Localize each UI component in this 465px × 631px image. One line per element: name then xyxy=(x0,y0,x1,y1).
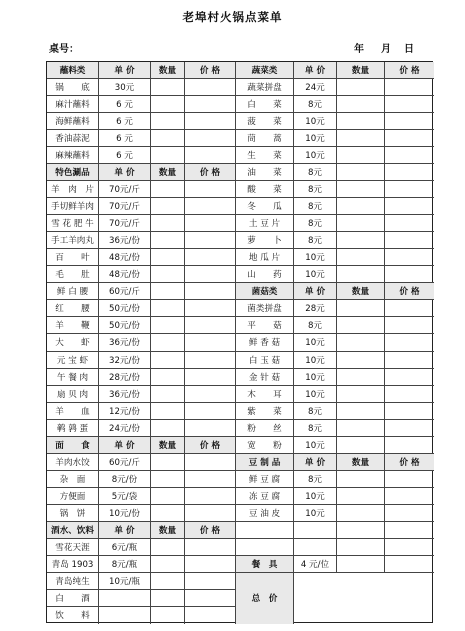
menu-item-name: 茼 蒿 xyxy=(236,130,294,147)
menu-item-name: 羊肉水饺 xyxy=(47,454,99,471)
quantity-field[interactable] xyxy=(151,317,185,334)
amount-field[interactable] xyxy=(385,471,434,488)
menu-item-price: 28元/份 xyxy=(99,369,151,386)
table-number-label: 桌号： xyxy=(49,44,79,55)
left-amount-header: 价 格 xyxy=(185,164,236,181)
menu-item-name: 香油蒜泥 xyxy=(47,130,99,147)
menu-item-name: 雪花天涯 xyxy=(47,539,99,556)
total-amount-field[interactable] xyxy=(294,573,434,624)
amount-field[interactable] xyxy=(385,420,434,437)
amount-field[interactable] xyxy=(385,317,434,334)
quantity-field[interactable] xyxy=(151,232,185,249)
quantity-field[interactable] xyxy=(337,386,385,403)
menu-table xyxy=(46,61,433,623)
left-section-header: 特色涮品 xyxy=(47,164,99,181)
menu-item-name: 麻汁蘸料 xyxy=(47,96,99,113)
amount-field[interactable] xyxy=(185,573,236,590)
menu-item-price: 8元/瓶 xyxy=(99,556,151,573)
amount-field[interactable] xyxy=(385,96,434,113)
menu-item-price xyxy=(99,607,151,624)
tableware-qty-field[interactable] xyxy=(337,556,385,573)
quantity-field[interactable] xyxy=(151,369,185,386)
empty-cell[interactable] xyxy=(385,522,434,539)
left-qty-header: 数量 xyxy=(151,522,185,539)
amount-field[interactable] xyxy=(185,113,236,130)
quantity-field[interactable] xyxy=(151,607,185,624)
amount-field[interactable] xyxy=(185,369,236,386)
amount-field[interactable] xyxy=(185,556,236,573)
tableware-label: 餐 具 xyxy=(236,556,294,573)
menu-item-name: 羊 鞭 xyxy=(47,317,99,334)
menu-item-price: 32元/份 xyxy=(99,352,151,369)
menu-item-price: 10元/瓶 xyxy=(99,573,151,590)
amount-field[interactable] xyxy=(385,79,434,96)
quantity-field[interactable] xyxy=(337,300,385,317)
menu-item-price: 36元/份 xyxy=(99,232,151,249)
quantity-field[interactable] xyxy=(337,96,385,113)
menu-item-name: 海鲜蘸料 xyxy=(47,113,99,130)
amount-field[interactable] xyxy=(385,113,434,130)
menu-item-price: 10元 xyxy=(294,386,337,403)
left-price-header: 单 价 xyxy=(99,437,151,454)
right-price-header: 单 价 xyxy=(294,454,337,471)
right-section-header: 蔬菜类 xyxy=(236,62,294,79)
left-amount-header: 价 格 xyxy=(185,62,236,79)
quantity-field[interactable] xyxy=(337,215,385,232)
right-amount-header: 价 格 xyxy=(385,454,434,471)
amount-field[interactable] xyxy=(385,488,434,505)
left-section-header: 酒水、饮料 xyxy=(47,522,99,539)
menu-item-name: 锅 底 xyxy=(47,79,99,96)
left-amount-header: 价 格 xyxy=(185,522,236,539)
left-qty-header: 数量 xyxy=(151,164,185,181)
menu-item-name: 午 餐 肉 xyxy=(47,369,99,386)
menu-item-price: 24元/份 xyxy=(99,420,151,437)
quantity-field[interactable] xyxy=(151,181,185,198)
quantity-field[interactable] xyxy=(337,352,385,369)
menu-item-price: 10元 xyxy=(294,437,337,454)
menu-item-name: 饮 料 xyxy=(47,607,99,624)
menu-item-name: 鲜 白 腰 xyxy=(47,283,99,300)
amount-field[interactable] xyxy=(385,198,434,215)
menu-item-price: 12元/份 xyxy=(99,403,151,420)
menu-item-price: 8元 xyxy=(294,420,337,437)
quantity-field[interactable] xyxy=(337,79,385,96)
menu-item-price: 70元/斤 xyxy=(99,181,151,198)
amount-field[interactable] xyxy=(385,369,434,386)
menu-item-price: 10元 xyxy=(294,352,337,369)
empty-cell xyxy=(236,539,294,556)
menu-item-price: 8元 xyxy=(294,164,337,181)
menu-item-name: 鹌 鹑 蛋 xyxy=(47,420,99,437)
amount-field[interactable] xyxy=(385,437,434,454)
menu-item-price: 36元/份 xyxy=(99,334,151,351)
menu-item-name: 鲜 豆 腐 xyxy=(236,471,294,488)
amount-field[interactable] xyxy=(185,181,236,198)
date-day-label: 日 xyxy=(404,44,414,55)
menu-item-name: 菌类拼盘 xyxy=(236,300,294,317)
right-price-header: 单 价 xyxy=(294,62,337,79)
menu-item-price: 10元/份 xyxy=(99,505,151,522)
quantity-field[interactable] xyxy=(151,488,185,505)
menu-item-name: 鲜 香 菇 xyxy=(236,334,294,351)
menu-item-name: 白 酒 xyxy=(47,590,99,607)
quantity-field[interactable] xyxy=(151,471,185,488)
empty-cell xyxy=(236,522,294,539)
quantity-field[interactable] xyxy=(151,266,185,283)
menu-item-name: 青岛纯生 xyxy=(47,573,99,590)
menu-item-price: 6 元 xyxy=(99,96,151,113)
menu-item-name: 平 菇 xyxy=(236,317,294,334)
left-qty-header: 数量 xyxy=(151,62,185,79)
quantity-field[interactable] xyxy=(151,79,185,96)
menu-item-name: 大 虾 xyxy=(47,334,99,351)
amount-field[interactable] xyxy=(385,130,434,147)
quantity-field[interactable] xyxy=(151,539,185,556)
menu-item-price: 36元/份 xyxy=(99,386,151,403)
menu-item-name: 冻 豆 腐 xyxy=(236,488,294,505)
menu-item-name: 红 腰 xyxy=(47,300,99,317)
amount-field[interactable] xyxy=(385,334,434,351)
menu-item-price: 6 元 xyxy=(99,130,151,147)
amount-field[interactable] xyxy=(185,471,236,488)
menu-item-price: 6 元 xyxy=(99,113,151,130)
left-qty-header: 数量 xyxy=(151,437,185,454)
menu-item-price: 50元/份 xyxy=(99,317,151,334)
menu-item-name: 宽 粉 xyxy=(236,437,294,454)
amount-field[interactable] xyxy=(385,352,434,369)
amount-field[interactable] xyxy=(185,249,236,266)
quantity-field[interactable] xyxy=(337,113,385,130)
right-section-header: 菌菇类 xyxy=(236,283,294,300)
menu-title: 老埠村火锅点菜单 xyxy=(182,10,283,24)
quantity-field[interactable] xyxy=(337,471,385,488)
right-price-header: 单 价 xyxy=(294,283,337,300)
amount-field[interactable] xyxy=(185,590,236,607)
menu-item-name: 菠 菜 xyxy=(236,113,294,130)
menu-item-price: 8元 xyxy=(294,198,337,215)
menu-item-name: 粉 丝 xyxy=(236,420,294,437)
right-amount-header: 价 格 xyxy=(385,62,434,79)
menu-item-price: 10元 xyxy=(294,334,337,351)
quantity-field[interactable] xyxy=(151,556,185,573)
menu-item-name: 紫 菜 xyxy=(236,403,294,420)
amount-field[interactable] xyxy=(185,505,236,522)
menu-item-name: 蔬菜拼盘 xyxy=(236,79,294,96)
quantity-field[interactable] xyxy=(337,232,385,249)
menu-item-price: 8元 xyxy=(294,181,337,198)
menu-item-price: 10元 xyxy=(294,113,337,130)
tableware-price: 4 元/位 xyxy=(294,556,337,573)
amount-field[interactable] xyxy=(385,300,434,317)
amount-field[interactable] xyxy=(185,283,236,300)
menu-item-price: 5元/袋 xyxy=(99,488,151,505)
right-qty-header: 数量 xyxy=(337,454,385,471)
amount-field[interactable] xyxy=(185,147,236,164)
amount-field[interactable] xyxy=(385,164,434,181)
menu-item-price: 10元 xyxy=(294,505,337,522)
quantity-field[interactable] xyxy=(151,113,185,130)
menu-item-price: 50元/份 xyxy=(99,300,151,317)
quantity-field[interactable] xyxy=(337,437,385,454)
menu-item-name: 地 瓜 片 xyxy=(236,249,294,266)
quantity-field[interactable] xyxy=(151,96,185,113)
left-section-header: 蘸料类 xyxy=(47,62,99,79)
quantity-field[interactable] xyxy=(151,454,185,471)
quantity-field[interactable] xyxy=(151,420,185,437)
amount-field[interactable] xyxy=(185,96,236,113)
menu-item-price: 10元 xyxy=(294,147,337,164)
menu-item-price: 10元 xyxy=(294,488,337,505)
menu-item-name: 生 菜 xyxy=(236,147,294,164)
menu-item-price: 48元/份 xyxy=(99,249,151,266)
menu-item-price: 70元/斤 xyxy=(99,215,151,232)
menu-item-name: 麻辣蘸料 xyxy=(47,147,99,164)
amount-field[interactable] xyxy=(185,130,236,147)
amount-field[interactable] xyxy=(385,266,434,283)
quantity-field[interactable] xyxy=(337,147,385,164)
quantity-field[interactable] xyxy=(151,573,185,590)
right-qty-header: 数量 xyxy=(337,62,385,79)
menu-item-name: 山 药 xyxy=(236,266,294,283)
menu-item-name: 百 叶 xyxy=(47,249,99,266)
empty-cell[interactable] xyxy=(385,539,434,556)
quantity-field[interactable] xyxy=(151,505,185,522)
amount-field[interactable] xyxy=(385,386,434,403)
menu-item-price: 70元/斤 xyxy=(99,198,151,215)
menu-item-price: 28元 xyxy=(294,300,337,317)
amount-field[interactable] xyxy=(385,505,434,522)
menu-item-name: 豆 油 皮 xyxy=(236,505,294,522)
menu-item-price: 60元/斤 xyxy=(99,283,151,300)
amount-field[interactable] xyxy=(385,215,434,232)
left-amount-header: 价 格 xyxy=(185,437,236,454)
menu-item-price: 24元 xyxy=(294,79,337,96)
menu-item-price xyxy=(99,590,151,607)
tableware-amount-field[interactable] xyxy=(385,556,434,573)
amount-field[interactable] xyxy=(185,215,236,232)
menu-item-name: 羊 肉 片 xyxy=(47,181,99,198)
menu-item-price: 48元/份 xyxy=(99,266,151,283)
amount-field[interactable] xyxy=(185,232,236,249)
right-qty-header: 数量 xyxy=(337,283,385,300)
empty-cell xyxy=(294,539,337,556)
menu-item-name: 杂 面 xyxy=(47,471,99,488)
right-section-header: 豆 制 品 xyxy=(236,454,294,471)
quantity-field[interactable] xyxy=(151,334,185,351)
quantity-field[interactable] xyxy=(337,198,385,215)
amount-field[interactable] xyxy=(185,403,236,420)
amount-field[interactable] xyxy=(385,147,434,164)
quantity-field[interactable] xyxy=(151,215,185,232)
quantity-field[interactable] xyxy=(151,198,185,215)
menu-item-price: 8元 xyxy=(294,232,337,249)
quantity-field[interactable] xyxy=(151,403,185,420)
quantity-field[interactable] xyxy=(337,181,385,198)
quantity-field[interactable] xyxy=(337,317,385,334)
menu-item-name: 油 菜 xyxy=(236,164,294,181)
menu-item-name: 手工羊肉丸 xyxy=(47,232,99,249)
amount-field[interactable] xyxy=(185,420,236,437)
amount-field[interactable] xyxy=(185,352,236,369)
menu-item-name: 白 菜 xyxy=(236,96,294,113)
menu-item-name: 方便面 xyxy=(47,488,99,505)
quantity-field[interactable] xyxy=(151,283,185,300)
empty-cell[interactable] xyxy=(337,522,385,539)
date-month-label: 月 xyxy=(381,44,391,55)
right-amount-header: 价 格 xyxy=(385,283,434,300)
left-price-header: 单 价 xyxy=(99,62,151,79)
date-year-label: 年 xyxy=(354,44,364,55)
quantity-field[interactable] xyxy=(337,249,385,266)
quantity-field[interactable] xyxy=(337,130,385,147)
quantity-field[interactable] xyxy=(337,488,385,505)
amount-field[interactable] xyxy=(385,403,434,420)
menu-item-price: 10元 xyxy=(294,369,337,386)
menu-item-name: 扇 贝 肉 xyxy=(47,386,99,403)
menu-item-price: 6 元 xyxy=(99,147,151,164)
menu-item-name: 元 宝 虾 xyxy=(47,352,99,369)
quantity-field[interactable] xyxy=(337,334,385,351)
quantity-field[interactable] xyxy=(151,147,185,164)
amount-field[interactable] xyxy=(185,386,236,403)
menu-item-name: 酸 菜 xyxy=(236,181,294,198)
quantity-field[interactable] xyxy=(337,369,385,386)
amount-field[interactable] xyxy=(185,607,236,624)
menu-item-name: 雪 花 肥 牛 xyxy=(47,215,99,232)
menu-item-price: 10元 xyxy=(294,249,337,266)
menu-item-name: 羊 血 xyxy=(47,403,99,420)
menu-item-price: 10元 xyxy=(294,266,337,283)
quantity-field[interactable] xyxy=(151,249,185,266)
amount-field[interactable] xyxy=(185,266,236,283)
menu-item-name: 金 针 菇 xyxy=(236,369,294,386)
left-price-header: 单 价 xyxy=(99,522,151,539)
amount-field[interactable] xyxy=(185,539,236,556)
menu-item-name: 锅 饼 xyxy=(47,505,99,522)
quantity-field[interactable] xyxy=(151,590,185,607)
empty-cell[interactable] xyxy=(337,539,385,556)
menu-item-price: 8元 xyxy=(294,215,337,232)
menu-item-price: 8元 xyxy=(294,96,337,113)
menu-item-name: 萝 卜 xyxy=(236,232,294,249)
amount-field[interactable] xyxy=(185,334,236,351)
menu-item-name: 冬 瓜 xyxy=(236,198,294,215)
quantity-field[interactable] xyxy=(337,403,385,420)
menu-item-price: 6元/瓶 xyxy=(99,539,151,556)
amount-field[interactable] xyxy=(385,181,434,198)
amount-field[interactable] xyxy=(385,232,434,249)
amount-field[interactable] xyxy=(185,454,236,471)
quantity-field[interactable] xyxy=(337,420,385,437)
menu-item-price: 8元 xyxy=(294,471,337,488)
quantity-field[interactable] xyxy=(337,266,385,283)
amount-field[interactable] xyxy=(185,79,236,96)
menu-item-name: 土 豆 片 xyxy=(236,215,294,232)
quantity-field[interactable] xyxy=(151,130,185,147)
menu-item-price: 8元/份 xyxy=(99,471,151,488)
menu-item-name: 手切鲜羊肉 xyxy=(47,198,99,215)
menu-item-price: 30元 xyxy=(99,79,151,96)
menu-item-name: 木 耳 xyxy=(236,386,294,403)
total-label: 总 价 xyxy=(236,573,294,624)
amount-field[interactable] xyxy=(185,198,236,215)
amount-field[interactable] xyxy=(385,249,434,266)
quantity-field[interactable] xyxy=(337,505,385,522)
left-price-header: 单 价 xyxy=(99,164,151,181)
menu-item-name: 白 玉 菇 xyxy=(236,352,294,369)
amount-field[interactable] xyxy=(185,488,236,505)
left-section-header: 面 食 xyxy=(47,437,99,454)
amount-field[interactable] xyxy=(185,317,236,334)
quantity-field[interactable] xyxy=(151,352,185,369)
amount-field[interactable] xyxy=(185,300,236,317)
quantity-field[interactable] xyxy=(151,300,185,317)
menu-item-name: 毛 肚 xyxy=(47,266,99,283)
quantity-field[interactable] xyxy=(151,386,185,403)
menu-item-price: 8元 xyxy=(294,403,337,420)
menu-item-name: 青岛 1903 xyxy=(47,556,99,573)
empty-cell xyxy=(294,522,337,539)
menu-item-price: 60元/斤 xyxy=(99,454,151,471)
menu-item-price: 10元 xyxy=(294,130,337,147)
quantity-field[interactable] xyxy=(337,164,385,181)
menu-item-price: 8元 xyxy=(294,317,337,334)
